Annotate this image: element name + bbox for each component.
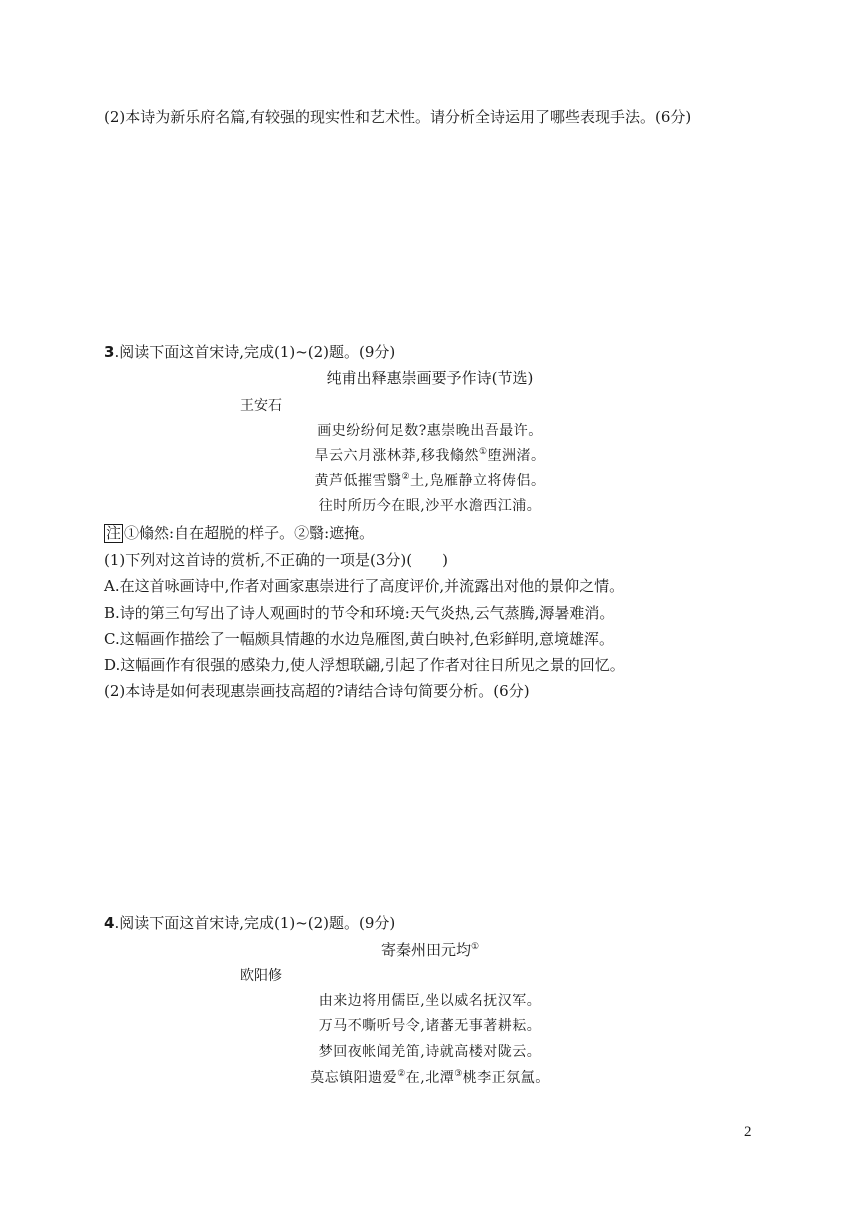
- footnote-mark-1: ①: [478, 447, 488, 457]
- poem-3-title: 纯甫出释惠崇画要予作诗(节选): [326, 369, 534, 387]
- poem-3-author: 王安石: [240, 398, 282, 414]
- question-3-intro-text: .阅读下面这首宋诗,完成(1)~(2)题。(9分): [114, 343, 396, 361]
- poem-4-author: 欧阳修: [240, 968, 282, 984]
- question-3-part-2: (2)本诗是如何表现惠崇画技高超的?请结合诗句简要分析。(6分): [104, 682, 530, 700]
- option-a: A.在这首咏画诗中,作者对画家惠崇进行了高度评价,并流露出对他的景仰之情。: [104, 577, 625, 595]
- note-label: 注: [106, 524, 122, 542]
- question-4-intro: [104, 913, 395, 933]
- poem-3-verse-4: 往时所历今在眼,沙平水澹西江浦。: [318, 498, 542, 514]
- footnote-mark-3: ③: [454, 1069, 463, 1079]
- question-4-intro-text: .阅读下面这首宋诗,完成(1)~(2)题。(9分): [114, 914, 396, 932]
- footnote-mark-2: ②: [397, 1069, 406, 1079]
- question-4-number: 4: [104, 914, 115, 932]
- poem-4-verse-4: 莫忘镇阳遗爱②在,北潭③桃李正氛氲。: [310, 1069, 550, 1086]
- option-b: B.诗的第三句写出了诗人观画时的节令和环境:天气炎热,云气蒸腾,溽暑难消。: [104, 604, 615, 622]
- question-3-number: 3: [104, 343, 115, 361]
- poem-4-verse-3: 梦回夜帐闻羌笛,诗就高楼对陇云。: [318, 1044, 542, 1060]
- note-text: ①翛然:自在超脱的样子。②翳:遮掩。: [124, 524, 375, 542]
- question-3-part-1: (1)下列对这首诗的赏析,不正确的一项是(3分)( ): [104, 551, 448, 569]
- page-number: 2: [744, 1124, 752, 1140]
- poem-3-verse-3: 黄芦低摧雪翳②土,凫雁静立将俦侣。: [314, 472, 546, 489]
- poem-4-verse-2: 万马不嘶听号令,诸蕃无事著耕耘。: [318, 1018, 542, 1034]
- poem-4-verse-1: 由来边将用儒臣,坐以威名抚汉军。: [318, 993, 542, 1009]
- title-footnote-mark: ①: [470, 942, 480, 952]
- footnote-mark-2: ②: [401, 472, 411, 482]
- poem-3-verse-1: 画史纷纷何足数?惠崇晚出吾最许。: [317, 423, 543, 439]
- option-d: D.这幅画作有很强的感染力,使人浮想联翩,引起了作者对往日所见之景的回忆。: [104, 656, 625, 674]
- poem-3-verse-2: 旱云六月涨林莽,移我翛然①堕洲渚。: [314, 447, 546, 464]
- question-3-intro: [104, 342, 395, 362]
- question-2-part-2: (2)本诗为新乐府名篇,有较强的现实性和艺术性。请分析全诗运用了哪些表现手法。(6分): [104, 108, 692, 126]
- option-c: C.这幅画作描绘了一幅颇具情趣的水边凫雁图,黄白映衬,色彩鲜明,意境雄浑。: [104, 630, 615, 648]
- poem-4-title: 寄秦州田元均①: [380, 941, 480, 959]
- poem-3-note: [104, 523, 374, 543]
